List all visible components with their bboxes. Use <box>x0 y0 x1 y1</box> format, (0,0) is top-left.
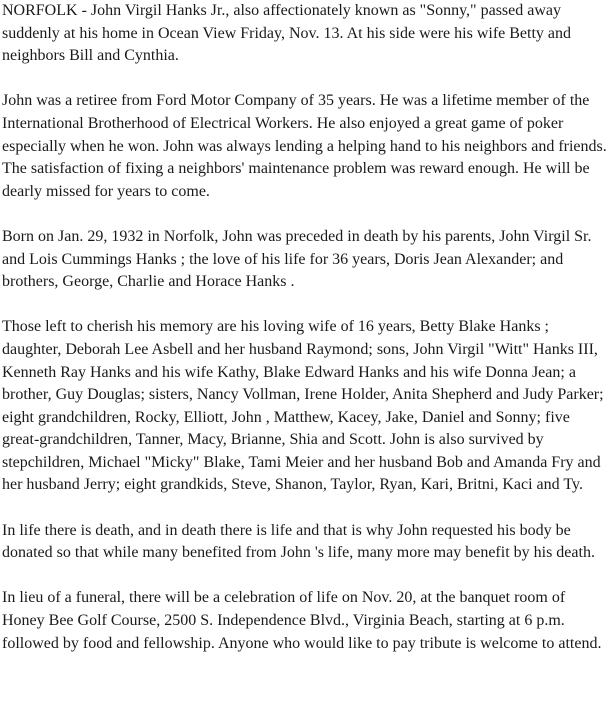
paragraph-celebration: In lieu of a funeral, there will be a celebration of life on Nov. 20, at the banquet room of Honey Bee Golf Course, 2500 S. Independence Blvd., Virginia Beach, starting at 6 p.m. followed by food and fellowship. Anyone who would like to pay tribute is welcome to attend. <box>2 589 602 652</box>
paragraph-donation: In life there is death, and in death there is life and that is why John requested his body be donated so that while many benefited from John 's life, many more may benefit by his death. <box>2 521 595 562</box>
paragraph-survivors: Those left to cherish his memory are his loving wife of 16 years, Betty Blake Hanks ; daughter, Deborah Lee Asbell and her husband Raymond; sons, John Virgil "Witt" Hanks III, Kenneth Ray Hanks and his wife Kathy, Blake Edward Hanks and his wife Donna Jean; a brother, Guy Douglas; sisters, Nancy Vollman, Irene Holder, Anita Shepherd and Judy Parker; eight grandchildren, Rocky, Elliott, John , Matthew, Kacey, Jake, Daniel and Sonny; five great-grandchildren, Tanner, Macy, Brianne, Shia and Scott. John is also survived by stepchildren, Michael "Micky" Blake, Tami Meier and her husband Bob and Amanda Fry and her husband Jerry; eight grandkids, Steve, Shanon, Taylor, Ryan, Kari, Britni, Kaci and Ty. <box>2 318 604 494</box>
paragraph-death-notice: NORFOLK - John Virgil Hanks Jr., also affectionately known as "Sonny," passed away suddenly at his home in Ocean View Friday, Nov. 13. At his side were his wife Betty and neighbors Bill and Cynthia. <box>2 2 572 65</box>
paragraph-born: Born on Jan. 29, 1932 in Norfolk, John was preceded in death by his parents, John Virgil Sr. and Lois Cummings Hanks ; the love of his life for 36 years, Doris Jean Alexander; and brothers, George, Charlie and Horace Hanks . <box>2 227 592 291</box>
paragraph-career: John was a retiree from Ford Motor Company of 35 years. He was a lifetime member of the International Brotherhood of Electrical Workers. He also enjoyed a great game of poker especially when he won. John was always lending a helping hand to his neighbors and friends. The satisfaction of fixing a neighbors' maintenance problem was reward enough. He will be dearly missed for years to come. <box>2 92 607 200</box>
